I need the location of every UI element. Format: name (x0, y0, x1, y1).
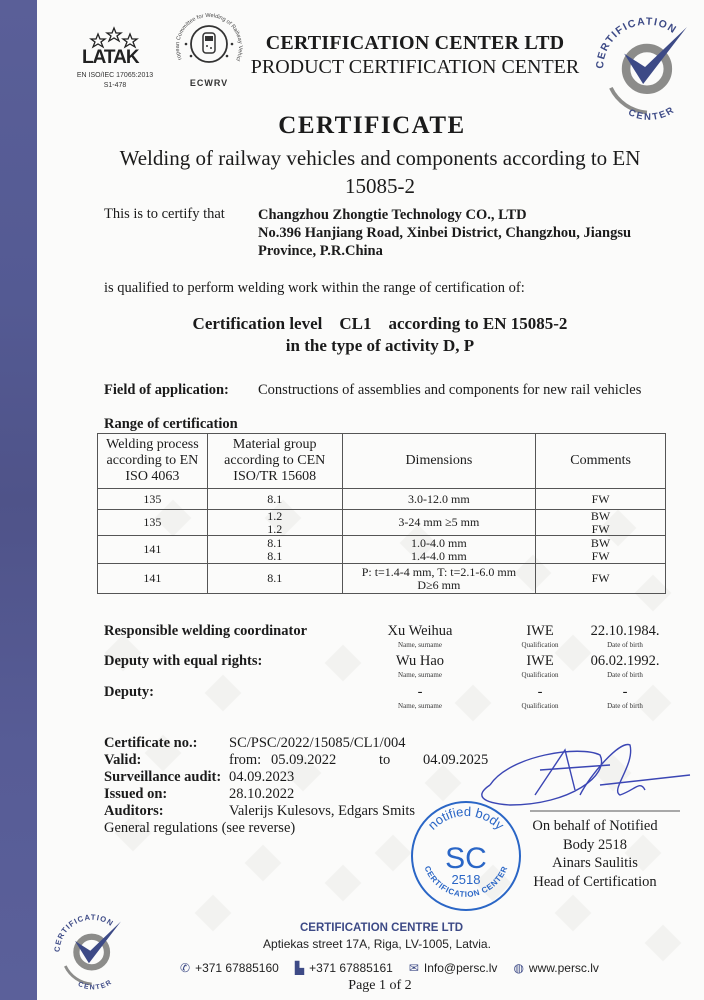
valid-to-value: 04.09.2025 (423, 752, 489, 768)
footer-logo-top-text: CERTIFICATION (52, 912, 116, 953)
field-of-application-value: Constructions of assemblies and components for new rail vehicles (258, 382, 642, 398)
stamp-bottom-text: CERTIFICATION CENTER (422, 864, 510, 899)
caption-qualification: Qualification (521, 702, 559, 710)
latak-logo-text: LATAK (82, 47, 139, 68)
cc-logo-bottom-text: CENTER (626, 104, 678, 123)
cell-material-group-line: 1.2 (267, 509, 283, 523)
header-dimensions: Dimensions (342, 434, 536, 489)
email-address: Info@persc.lv (423, 961, 498, 975)
company-address-line-1: No.396 Hanjiang Road, Xinbei District, Changzhou, Jiangsu (258, 225, 632, 241)
cell-welding-process: 141 (98, 564, 208, 594)
personnel-date-of-birth: - (622, 684, 628, 700)
latak-logo (76, 24, 154, 96)
signatory-line-2: Body 2518 (562, 836, 628, 853)
checkmark-seal-icon (590, 6, 702, 126)
cell-material-group (207, 536, 342, 564)
cell-dimensions-line: 1.0-4.0 mm (411, 536, 467, 550)
cell-dimensions-line: P: t=1.4-4 mm, T: t=2.1-6.0 mm (361, 565, 517, 579)
cell-dimensions-line: 3.0-12.0 mm (408, 491, 470, 506)
personnel-date-of-birth: 22.10.1984. (590, 623, 660, 639)
cell-comments (536, 536, 666, 564)
caption-name: Name, surname (398, 641, 442, 649)
certify-label: This is to certify that (104, 206, 225, 222)
signatory-line-1: On behalf of Notified (532, 818, 658, 834)
header-welding-process: Welding process according to EN ISO 4063 (98, 434, 208, 489)
cell-material-group-line: 8.1 (267, 548, 283, 563)
field-of-application-label: Field of application: (104, 382, 229, 398)
company-name: Changzhou Zhongtie Technology CO., LTD (258, 207, 527, 223)
valid-to-label: to (379, 752, 391, 768)
caption-date-of-birth: Date of birth (607, 702, 643, 710)
auditors-value: Valerijs Kulesovs, Edgars Smits (229, 803, 416, 819)
cell-dimensions (342, 510, 536, 536)
signatory-name: Ainars Saulitis (552, 855, 638, 871)
cell-material-group (207, 510, 342, 536)
cell-material-group-line: 1.2 (267, 521, 283, 536)
caption-qualification: Qualification (521, 641, 559, 649)
issuer-division: PRODUCT CERTIFICATION CENTER (250, 56, 580, 78)
footer-contacts (180, 961, 599, 975)
cert-no-label: Certificate no.: (104, 735, 198, 751)
personnel-qualification: IWE (526, 653, 554, 669)
footer-logo-bottom-text: CENTER (76, 978, 114, 992)
ecwrv-emblem-icon (170, 6, 248, 78)
stamp-top-text: notified body (424, 803, 508, 833)
personnel-role: Deputy with equal rights: (104, 653, 263, 669)
certificate-subtitle (60, 144, 700, 200)
page-number: Page 1 of 2 (348, 978, 412, 993)
svg-text:notified body (425, 804, 508, 833)
cell-dimensions (342, 489, 536, 510)
phone-number: +371 67885160 (195, 961, 279, 975)
cell-dimensions (342, 536, 536, 564)
cell-comments-line: FW (591, 521, 610, 536)
envelope-icon: ✉ (408, 961, 419, 975)
watermark-diamond (245, 845, 282, 882)
watermark-diamond (325, 865, 362, 902)
surveillance-value: 04.09.2023 (229, 769, 295, 785)
footer-fax[interactable] (295, 961, 393, 975)
stamp-number: 2518 (451, 872, 481, 887)
notified-body-stamp (410, 800, 522, 912)
cell-comments-line: BW (590, 536, 611, 550)
range-of-certification-table (97, 433, 666, 594)
watermark-diamond (325, 645, 362, 682)
cell-welding-process: 141 (98, 536, 208, 564)
auditors-label: Auditors: (104, 803, 164, 819)
certified-company (258, 206, 631, 260)
personnel-name: - (417, 684, 423, 700)
footer-website[interactable] (513, 961, 599, 975)
valid-label: Valid: (104, 752, 142, 768)
table-header-row (98, 434, 666, 489)
subtitle-line-2: 15085-2 (345, 174, 415, 198)
personnel-qualification: - (537, 684, 543, 700)
signatory-block (520, 817, 670, 891)
watermark-diamond (195, 895, 232, 932)
cell-comments-line: BW (590, 509, 611, 523)
cell-dimensions (342, 564, 536, 594)
cell-comments-line: FW (591, 571, 610, 586)
certificate-title: CERTIFICATE (278, 112, 466, 139)
ecwrv-logo-text: ECWRV (189, 78, 229, 88)
personnel-role: Deputy: (104, 684, 154, 700)
cell-comments (536, 510, 666, 536)
cell-dimensions-line: 3-24 mm ≥5 mm (398, 515, 480, 530)
issued-label: Issued on: (104, 786, 168, 802)
table-row (98, 536, 666, 564)
caption-date-of-birth: Date of birth (607, 671, 643, 679)
cell-comments-line: FW (591, 548, 610, 563)
caption-date-of-birth: Date of birth (607, 641, 643, 649)
certification-center-logo (590, 6, 702, 126)
table-row (98, 489, 666, 510)
footer-phone[interactable] (180, 961, 279, 975)
phone-icon: ✆ (180, 961, 191, 975)
footer-address: Aptiekas street 17A, Riga, LV-1005, Latvia. (263, 937, 491, 951)
cell-welding-process: 135 (98, 510, 208, 536)
footer-company: CERTIFICATION CENTRE LTD (300, 922, 464, 934)
footer-checkmark-seal-icon (50, 906, 132, 994)
globe-icon: ◍ (513, 961, 524, 975)
cell-material-group-line: 8.1 (267, 491, 283, 506)
cell-welding-process: 135 (98, 489, 208, 510)
footer-email[interactable] (409, 961, 498, 975)
personnel-qualification: IWE (526, 623, 554, 639)
left-color-strip (0, 0, 37, 1000)
footer-certification-logo (50, 906, 132, 994)
header-material-group: Material group according to CEN ISO/TR 15608 (207, 434, 342, 489)
issued-value: 28.10.2022 (229, 786, 295, 802)
valid-from-label: from: (229, 752, 262, 768)
subtitle-line-1: Welding of railway vehicles and components according to EN (119, 146, 641, 170)
activity-line: in the type of activity D, P (285, 336, 475, 355)
issuer-name: CERTIFICATION CENTER LTD (265, 32, 565, 54)
cell-dimensions-line: 1.4-4.0 mm (411, 548, 467, 563)
personnel-name: Wu Hao (395, 653, 445, 669)
watermark-diamond (645, 925, 682, 962)
ecwrv-logo (170, 6, 248, 92)
cell-material-group (207, 489, 342, 510)
header-comments: Comments (536, 434, 666, 489)
latak-accreditation: EN ISO/IEC 17065:2013 (76, 72, 154, 79)
company-address-line-2: Province, P.R.China (258, 243, 383, 259)
surveillance-label: Surveillance audit: (104, 769, 222, 785)
cell-material-group-line: 8.1 (267, 571, 283, 586)
cell-material-group-line: 8.1 (267, 536, 283, 550)
caption-name: Name, surname (398, 671, 442, 679)
qualified-statement: is qualified to perform welding work within the range of certification of: (104, 280, 525, 296)
signatory-title: Head of Certification (533, 873, 657, 890)
ecwrv-ring-text: ropean Committee for Welding of Railway Vehicl (174, 12, 244, 62)
personnel-name: Xu Weihua (387, 623, 453, 639)
watermark-diamond (205, 675, 242, 712)
personnel-role: Responsible welding coordinator (104, 623, 308, 639)
caption-qualification: Qualification (521, 671, 559, 679)
stamp-sc-text: SC (445, 842, 487, 875)
cell-comments (536, 564, 666, 594)
cc-logo-top-text: CERTIFICATION (595, 16, 679, 70)
fax-icon: ▙ (294, 961, 305, 975)
table-row (98, 564, 666, 594)
cell-comments (536, 489, 666, 510)
watermark-diamond (375, 835, 412, 872)
website-url: www.persc.lv (528, 961, 599, 975)
general-regulations-note: General regulations (see reverse) (104, 820, 296, 836)
personnel-date-of-birth: 06.02.1992. (590, 653, 660, 669)
fax-number: +371 67885161 (309, 961, 393, 975)
certification-level (100, 313, 660, 357)
level-line: Certification level CL1 according to EN 15085-2 (192, 314, 568, 333)
table-row (98, 510, 666, 536)
cell-material-group (207, 564, 342, 594)
caption-name: Name, surname (398, 702, 442, 710)
cert-no-value: SC/PSC/2022/15085/CL1/004 (229, 735, 406, 751)
range-of-certification-title: Range of certification (104, 416, 238, 432)
valid-from-value: 05.09.2022 (271, 752, 337, 768)
latak-number: S1-478 (103, 82, 127, 89)
cell-comments-line: FW (591, 491, 610, 506)
watermark-diamond (555, 895, 592, 932)
cell-dimensions-line: D≥6 mm (417, 577, 461, 592)
